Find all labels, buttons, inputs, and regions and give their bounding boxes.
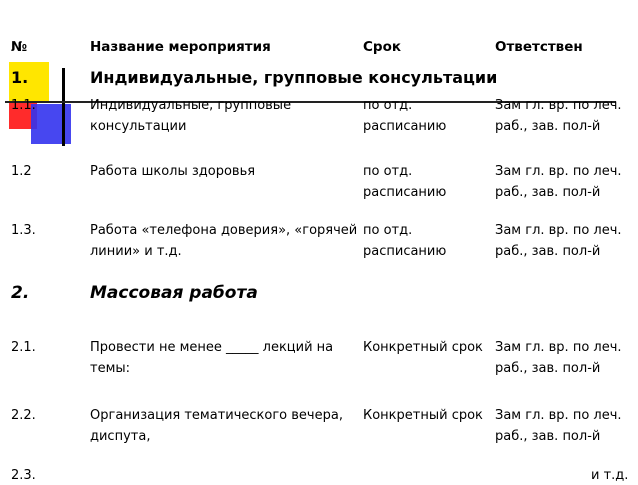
header-num: №: [11, 39, 28, 55]
row-1-3-responsible: Зам гл. вр. по леч. раб., зав. пол-й: [495, 223, 622, 259]
row-1-3-name: Работа «телефона доверия», «горячей линии» и т.д.: [90, 223, 358, 259]
section2-title: Массовая работа: [90, 283, 258, 303]
row-2-1-responsible: Зам гл. вр. по леч. раб., зав. пол-й: [495, 340, 622, 376]
header-term: Срок: [363, 39, 402, 55]
blue-square-decoration: [31, 104, 71, 144]
row-1-2-responsible: Зам гл. вр. по леч. раб., зав. пол-й: [495, 164, 622, 200]
row-2-1-name: Провести не менее _____ лекций на темы:: [90, 340, 334, 376]
row-2-1-num: 2.1.: [11, 340, 36, 355]
row-1-2-term: по отд. расписанию: [363, 164, 447, 200]
row-1-1-term: по отд. расписанию: [363, 98, 447, 134]
row-2-2-term: Конкретный срок: [363, 408, 483, 423]
header-name: Название мероприятия: [90, 39, 271, 55]
row-1-1-num: 1.1.: [11, 98, 36, 113]
header-responsible: Ответствен: [495, 39, 583, 55]
row-2-1-term: Конкретный срок: [363, 340, 483, 355]
row-1-2-num: 1.2: [11, 164, 32, 179]
section2-num: 2.: [11, 283, 30, 303]
section1-num: 1.: [11, 68, 29, 87]
row-1-3-term: по отд. расписанию: [363, 223, 447, 259]
row-2-2-responsible: Зам гл. вр. по леч. раб., зав. пол-й: [495, 408, 622, 444]
row-2-2-num: 2.2.: [11, 408, 36, 423]
row-2-3-num: 2.3.: [11, 468, 36, 483]
vertical-accent-line: [62, 68, 65, 146]
section1-title: Индивидуальные, групповые консультации: [90, 68, 498, 87]
row-2-3-responsible: и т.д.: [591, 468, 629, 483]
row-1-1-responsible: Зам гл. вр. по леч. раб., зав. пол-й: [495, 98, 622, 134]
row-1-3-num: 1.3.: [11, 223, 36, 238]
row-1-1-name: Индивидуальные, групповые консультации: [90, 98, 292, 134]
row-2-2-name: Организация тематического вечера, диспута,: [90, 408, 343, 444]
row-1-2-name: Работа школы здоровья: [90, 164, 256, 179]
